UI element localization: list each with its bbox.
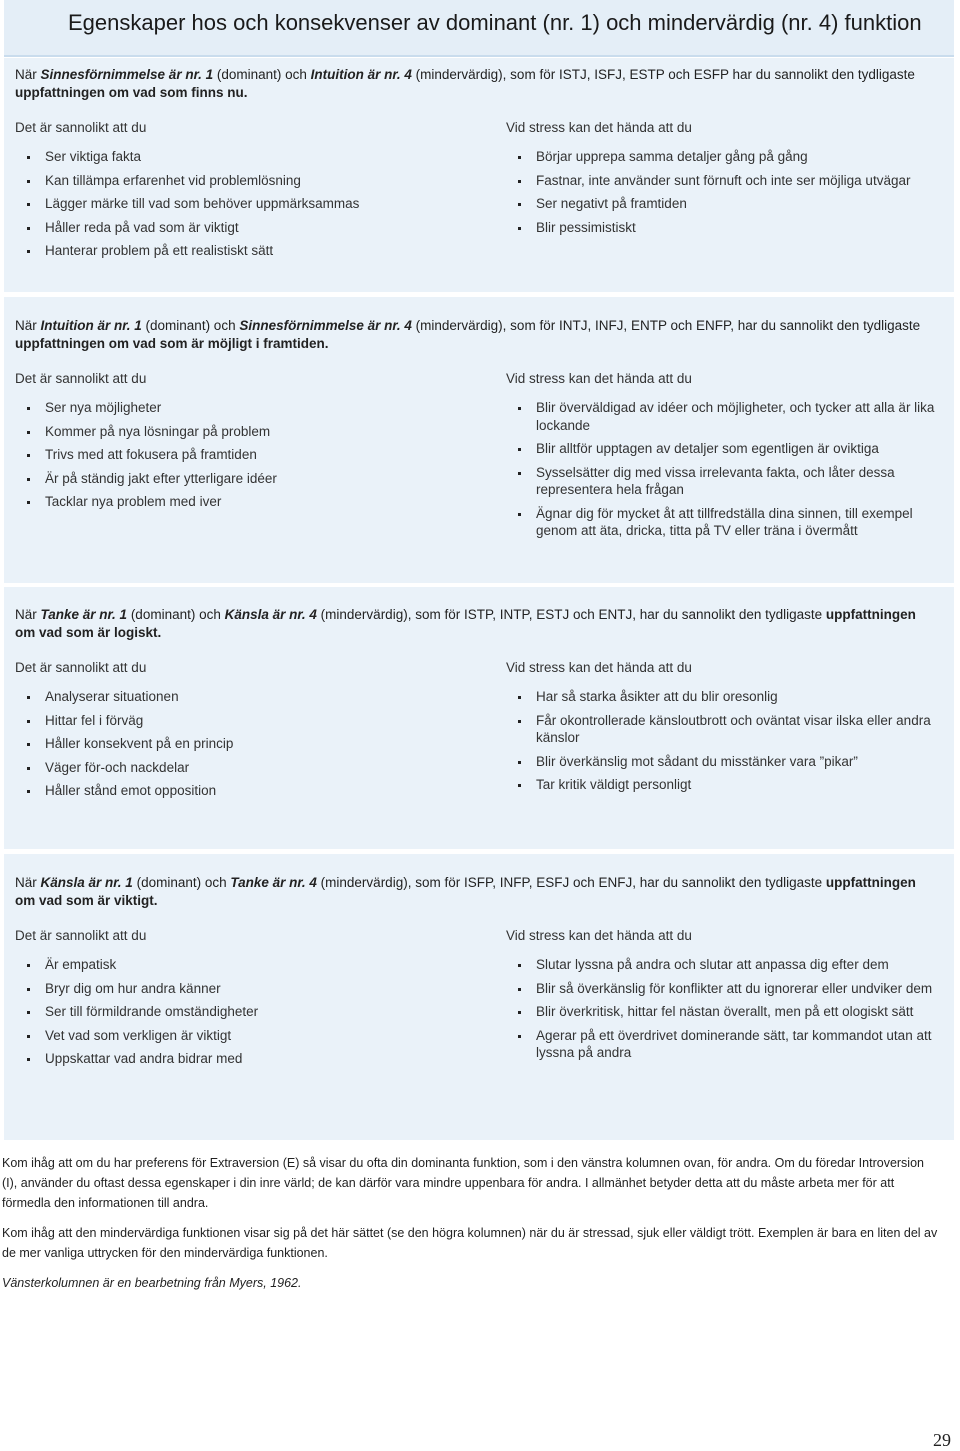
list-item: Fastnar, inte använder sunt förnuft och inte ser möjliga utvägar xyxy=(505,172,950,190)
list-item: Ser negativt på framtiden xyxy=(505,195,950,213)
stress-traits-list xyxy=(505,688,950,800)
list-item: Trivs med att fokusera på framtiden xyxy=(14,446,484,464)
right-column-heading: Vid stress kan det hända att du xyxy=(506,928,692,943)
page-header xyxy=(4,0,954,57)
right-column-heading: Vid stress kan det hända att du xyxy=(506,120,692,135)
list-item: Får okontrollerade känsloutbrott och oväntat visar ilska eller andra känslor xyxy=(505,712,950,747)
page-number: 29 xyxy=(933,1430,951,1450)
list-item: Är på ständig jakt efter ytterligare idéer xyxy=(14,470,484,488)
list-item: Slutar lyssna på andra och slutar att anpassa dig efter dem xyxy=(505,956,950,974)
list-item: Håller konsekvent på en princip xyxy=(14,735,484,753)
dominant-traits-list xyxy=(14,399,484,517)
section-feeling xyxy=(4,854,954,1140)
left-column-heading: Det är sannolikt att du xyxy=(15,660,147,675)
footer-notes xyxy=(2,1153,942,1303)
dominant-traits-list xyxy=(14,956,484,1074)
list-item: Blir så överkänslig för konflikter att du ignorerar eller undviker dem xyxy=(505,980,950,998)
section-intuition xyxy=(4,297,954,583)
list-item: Sysselsätter dig med vissa irrelevanta fakta, och låter dessa representera hela frågan xyxy=(505,464,950,499)
footer-paragraph: Kom ihåg att den mindervärdiga funktionen visar sig på det här sättet (se den högra kolumnen) när du är stressad, sjuk eller väldigt trött. Exemplen är bara en liten del av de mer vanliga uttrycken för den mindervärdiga funktionen. xyxy=(2,1226,938,1260)
list-item: Väger för-och nackdelar xyxy=(14,759,484,777)
list-item: Blir överväldigad av idéer och möjligheter, och tycker att alla är lika lockande xyxy=(505,399,950,434)
list-item: Blir alltför upptagen av detaljer som egentligen är oviktiga xyxy=(505,440,950,458)
list-item: Börjar upprepa samma detaljer gång på gång xyxy=(505,148,950,166)
list-item: Har så starka åsikter att du blir oresonlig xyxy=(505,688,950,706)
list-item: Vet vad som verkligen är viktigt xyxy=(14,1027,484,1045)
section-intro: När Sinnesförnimmelse är nr. 1 (dominant) och Intuition är nr. 4 (mindervärdig), som för ISTJ, ISFJ, ESTP och ESFP har du sannolikt den tydligaste uppfattningen om vad som finns nu. xyxy=(15,67,915,100)
list-item: Blir överkänslig mot sådant du misstänker vara ”pikar” xyxy=(505,753,950,771)
section-intro: När Intuition är nr. 1 (dominant) och Sinnesförnimmelse är nr. 4 (mindervärdig), som för INTJ, INFJ, ENTP och ENFP, har du sannolikt den tydligaste uppfattningen om vad som är möjligt i framtiden. xyxy=(15,318,921,351)
list-item: Hanterar problem på ett realistiskt sätt xyxy=(14,242,484,260)
stress-traits-list xyxy=(505,399,950,546)
list-item: Tacklar nya problem med iver xyxy=(14,493,484,511)
footer-paragraph: Kom ihåg att om du har preferens för Extraversion (E) så visar du ofta din dominanta funktion, som i den vänstra kolumnen ovan, för andra. Om du föredar Introversion (I), använder du oftast dessa egenskaper i din inre värld; de kan därför vara mindre uppenbara för andra. I allmänhet betyder detta att du måste arbeta mer för att förmedla den informationen till andra. xyxy=(2,1156,924,1210)
left-column-heading: Det är sannolikt att du xyxy=(15,371,147,386)
source-note: Vänsterkolumnen är en bearbetning från Myers, 1962. xyxy=(2,1276,302,1290)
list-item: Kommer på nya lösningar på problem xyxy=(14,423,484,441)
list-item: Ser till förmildrande omständigheter xyxy=(14,1003,484,1021)
list-item: Lägger märke till vad som behöver uppmärksammas xyxy=(14,195,484,213)
list-item: Ser viktiga fakta xyxy=(14,148,484,166)
list-item: Håller reda på vad som är viktigt xyxy=(14,219,484,237)
section-intro: När Känsla är nr. 1 (dominant) och Tanke är nr. 4 (mindervärdig), som för ISFP, INFP, ESFJ och ENFJ, har du sannolikt den tydligaste uppfattningen om vad som är viktigt. xyxy=(15,875,916,908)
section-sensing xyxy=(4,58,954,292)
list-item: Blir pessimistiskt xyxy=(505,219,950,237)
section-intro: När Tanke är nr. 1 (dominant) och Känsla är nr. 4 (mindervärdig), som för ISTP, INTP, ESTJ och ENTJ, har du sannolikt den tydligaste uppfattningen om vad som är logiskt. xyxy=(15,607,916,640)
stress-traits-list xyxy=(505,148,950,242)
list-item: Analyserar situationen xyxy=(14,688,484,706)
list-item: Håller stånd emot opposition xyxy=(14,782,484,800)
right-column-heading: Vid stress kan det hända att du xyxy=(506,371,692,386)
right-column-heading: Vid stress kan det hända att du xyxy=(506,660,692,675)
left-column-heading: Det är sannolikt att du xyxy=(15,120,147,135)
stress-traits-list xyxy=(505,956,950,1068)
list-item: Hittar fel i förväg xyxy=(14,712,484,730)
left-column-heading: Det är sannolikt att du xyxy=(15,928,147,943)
list-item: Kan tillämpa erfarenhet vid problemlösning xyxy=(14,172,484,190)
list-item: Är empatisk xyxy=(14,956,484,974)
dominant-traits-list xyxy=(14,688,484,806)
list-item: Ägnar dig för mycket åt att tillfredställa dina sinnen, till exempel genom att äta, dricka, titta på TV eller träna i övermått xyxy=(505,505,950,540)
list-item: Agerar på ett överdrivet dominerande sätt, tar kommandot utan att lyssna på andra xyxy=(505,1027,950,1062)
list-item: Blir överkritisk, hittar fel nästan överallt, men på ett ologiskt sätt xyxy=(505,1003,950,1021)
section-thinking xyxy=(4,587,954,849)
list-item: Uppskattar vad andra bidrar med xyxy=(14,1050,484,1068)
dominant-traits-list xyxy=(14,148,484,266)
list-item: Bryr dig om hur andra känner xyxy=(14,980,484,998)
list-item: Ser nya möjligheter xyxy=(14,399,484,417)
list-item: Tar kritik väldigt personligt xyxy=(505,776,950,794)
page-title: Egenskaper hos och konsekvenser av dominant (nr. 1) och mindervärdig (nr. 4) funktion xyxy=(68,10,922,35)
